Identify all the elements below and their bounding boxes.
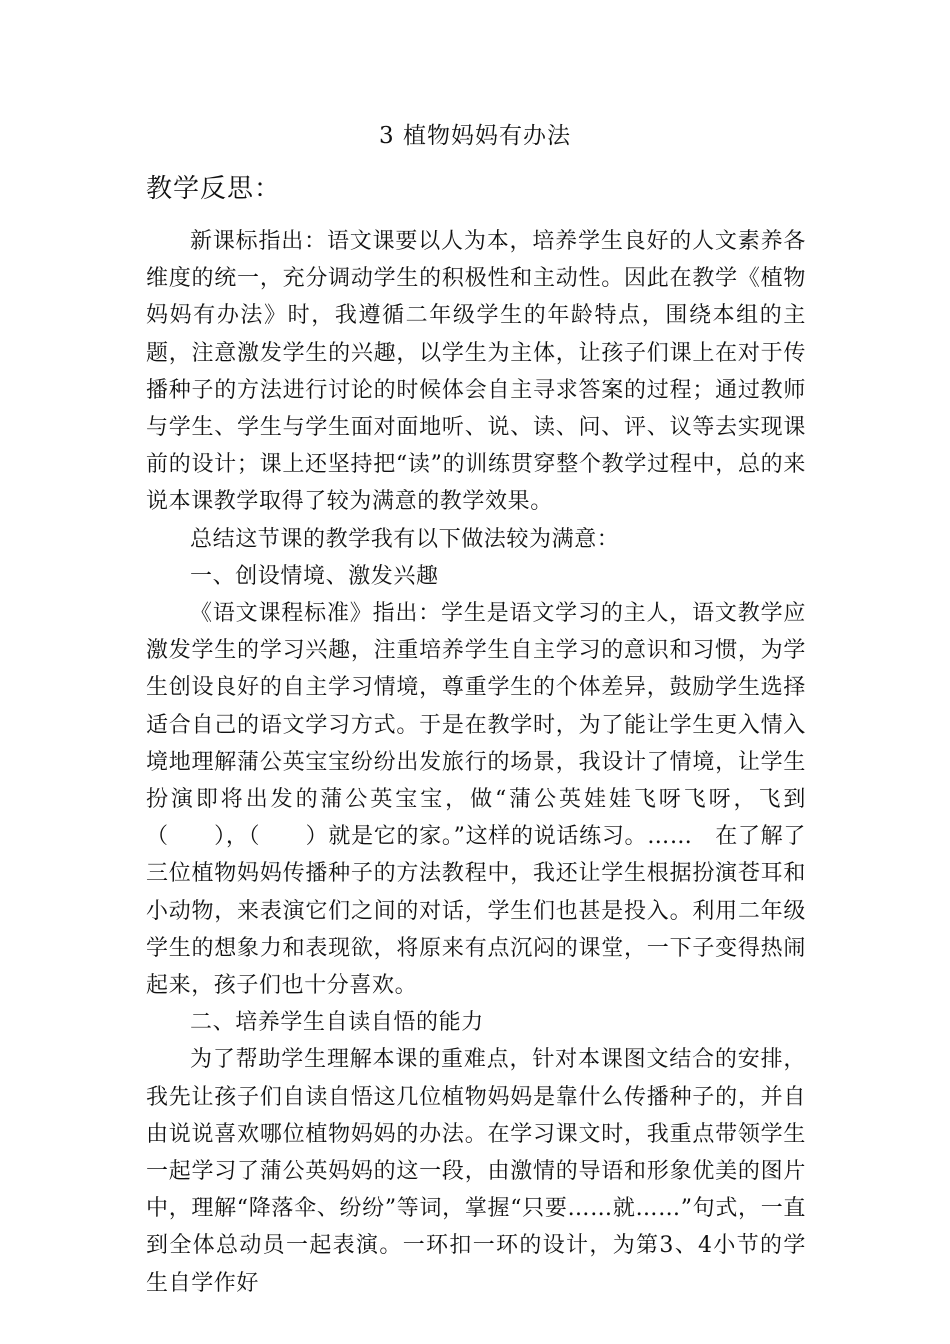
subheading-2: 二、培养学生自读自悟的能力 — [190, 1010, 484, 1036]
section-heading: 教学反思： — [146, 174, 282, 204]
paragraph-intro: 新课标指出：语文课要以人为本，培养学生良好的人文素养各维度的统一，充分调动学生的积极性和主动性。因此在教学《植物妈妈有办法》时，我遵循二年级学生的年龄特点，围绕本组的主题，注意激发学生的兴趣，以学生为主体，让孩子们课上在对于传播种子的方法进行讨论的时候体会自主寻求答案的过程；通过教师与学生、学生与学生面对面地听、说、读、问、评、议等去实现课前的设计；课上还坚持把“读”的训练贯穿整个教学过程中，总的来说本课教学取得了较为满意的教学效果。 — [146, 229, 806, 515]
document-body — [146, 223, 806, 1302]
subheading-1: 一、创设情境、激发兴趣 — [190, 563, 439, 589]
paragraph-section-1: 《语文课程标准》指出：学生是语文学习的主人，语文教学应激发学生的学习兴趣，注重培养学生自主学习的意识和习惯，为学生创设良好的自主学习情境，尊重学生的个体差异，鼓励学生选择适合自己的语文学习方式。于是在教学时，为了能让学生更入情入境地理解蒲公英宝宝纷纷出发旅行的场景，我设计了情境，让学生扮演即将出发的蒲公英宝宝，做“蒲公英娃娃飞呀飞呀，飞到（ ），（ ）就是它的家。”这样的说话练习。…… 在了解了三位植物妈妈传播种子的方法教程中，我还让学生根据扮演苍耳和小动物，来表演它们之间的对话，学生们也甚是投入。利用二年级学生的想象力和表现欲，将原来有点沉闷的课堂，一下子变得热闹起来，孩子们也十分喜欢。 — [146, 601, 806, 999]
document-title: 3 植物妈妈有办法 — [379, 123, 571, 149]
paragraph-summary: 总结这节课的教学我有以下做法较为满意： — [190, 526, 620, 552]
paragraph-section-2: 为了帮助学生理解本课的重难点，针对本课图文结合的安排，我先让孩子们自读自悟这几位植物妈妈是靠什么传播种子的，并自由说说喜欢哪位植物妈妈的办法。在学习课文时，我重点带领学生一起学习了蒲公英妈妈的这一段，由激情的导语和形象优美的图片中，理解“降落伞、纷纷”等词，掌握“只要……就……”句式，一直到全体总动员一起表演。一环扣一环的设计，为第3、4小节的学生自学作好 — [146, 1047, 806, 1296]
